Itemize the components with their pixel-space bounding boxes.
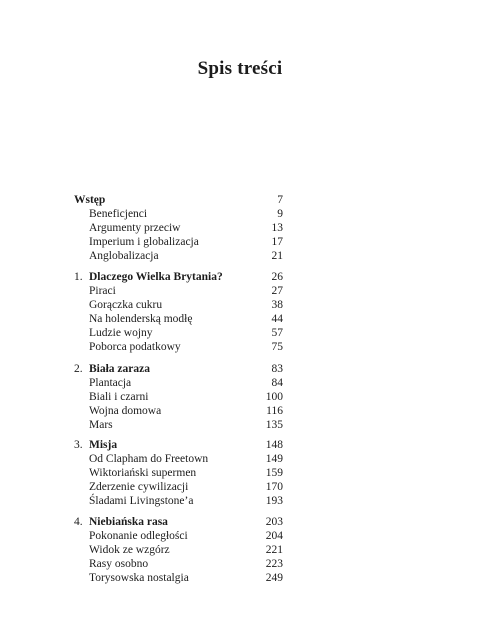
entry-label: Śladami Livingstone’a — [89, 494, 194, 507]
page-number: 135 — [265, 418, 283, 431]
section-number: 4. — [74, 516, 83, 528]
toc-entry-row — [0, 249, 480, 263]
page-number: 7 — [277, 194, 283, 206]
toc-entry-row — [0, 452, 480, 466]
page-number: 100 — [265, 390, 283, 403]
toc-entry-row — [0, 298, 480, 312]
entry-label: Torysowska nostalgia — [89, 571, 189, 584]
toc-entry-row — [0, 418, 480, 432]
toc-entry-row — [0, 557, 480, 571]
toc-entry-row — [0, 376, 480, 390]
toc-entry-row — [0, 480, 480, 494]
entry-label: Piraci — [89, 284, 116, 297]
section-heading: Niebiańska rasa — [89, 516, 168, 528]
page-number: 17 — [271, 235, 283, 248]
toc-section-row — [0, 515, 480, 529]
entry-label: Na holenderską modłę — [89, 312, 193, 325]
toc-entry-row — [0, 312, 480, 326]
section-heading: Wstęp — [74, 194, 106, 206]
toc-entry-row — [0, 571, 480, 585]
entry-label: Rasy osobno — [89, 557, 149, 570]
page-number: 159 — [265, 466, 283, 479]
page-number: 204 — [265, 529, 283, 542]
page-number: 249 — [265, 571, 283, 584]
page-number: 193 — [265, 494, 283, 507]
section-heading: Dlaczego Wielka Brytania? — [89, 271, 223, 283]
toc-section-row — [0, 438, 480, 452]
toc-entry-row — [0, 235, 480, 249]
entry-label: Plantacja — [89, 376, 132, 389]
toc-entry-row — [0, 466, 480, 480]
page-title: Spis treści — [197, 58, 283, 79]
toc-entry-row — [0, 404, 480, 418]
entry-label: Beneficjenci — [89, 207, 148, 220]
entry-label: Wojna domowa — [89, 404, 162, 417]
page-number: 148 — [265, 439, 283, 451]
toc-entry-row — [0, 390, 480, 404]
entry-label: Anglobalizacja — [89, 249, 159, 262]
page-number: 84 — [271, 376, 283, 389]
toc-entry-row — [0, 529, 480, 543]
section-number: 2. — [74, 363, 83, 375]
page-number: 57 — [271, 326, 283, 339]
page-number: 26 — [271, 271, 283, 283]
page-number: 83 — [271, 363, 283, 375]
entry-label: Argumenty przeciw — [89, 221, 181, 234]
page-number: 13 — [271, 221, 283, 234]
page-number: 170 — [265, 480, 283, 493]
toc-entry-row — [0, 221, 480, 235]
entry-label: Biali i czarni — [89, 390, 149, 403]
toc-entry-row — [0, 284, 480, 298]
entry-label: Od Clapham do Freetown — [89, 452, 209, 465]
page-number: 38 — [271, 298, 283, 311]
page-number: 44 — [271, 312, 283, 325]
entry-label: Poborca podatkowy — [89, 340, 181, 353]
toc-section-row — [0, 270, 480, 284]
page-number: 223 — [265, 557, 283, 570]
toc-entry-row — [0, 340, 480, 354]
entry-label: Ludzie wojny — [89, 326, 153, 339]
page-number: 203 — [265, 516, 283, 528]
entry-label: Pokonanie odległości — [89, 529, 188, 542]
section-heading: Misja — [89, 439, 118, 451]
toc-entry-row — [0, 207, 480, 221]
page-number: 116 — [266, 404, 283, 417]
page-number: 27 — [271, 284, 283, 297]
entry-label: Widok ze wzgórz — [89, 543, 170, 556]
section-number: 1. — [74, 271, 83, 283]
page-number: 221 — [265, 543, 283, 556]
entry-label: Gorączka cukru — [89, 298, 163, 311]
toc-entry-row — [0, 326, 480, 340]
page-number: 21 — [271, 249, 283, 262]
toc-entry-row — [0, 543, 480, 557]
page-number: 9 — [277, 207, 283, 220]
entry-label: Imperium i globalizacja — [89, 235, 199, 248]
toc-entry-row — [0, 494, 480, 508]
entry-label: Wiktoriański supermen — [89, 466, 197, 479]
entry-label: Mars — [89, 418, 113, 431]
toc-section-row — [0, 193, 480, 207]
toc-section-row — [0, 362, 480, 376]
section-heading: Biała zaraza — [89, 363, 150, 375]
page-number: 149 — [265, 452, 283, 465]
entry-label: Zderzenie cywilizacji — [89, 480, 189, 493]
section-number: 3. — [74, 439, 83, 451]
page-number: 75 — [271, 340, 283, 353]
